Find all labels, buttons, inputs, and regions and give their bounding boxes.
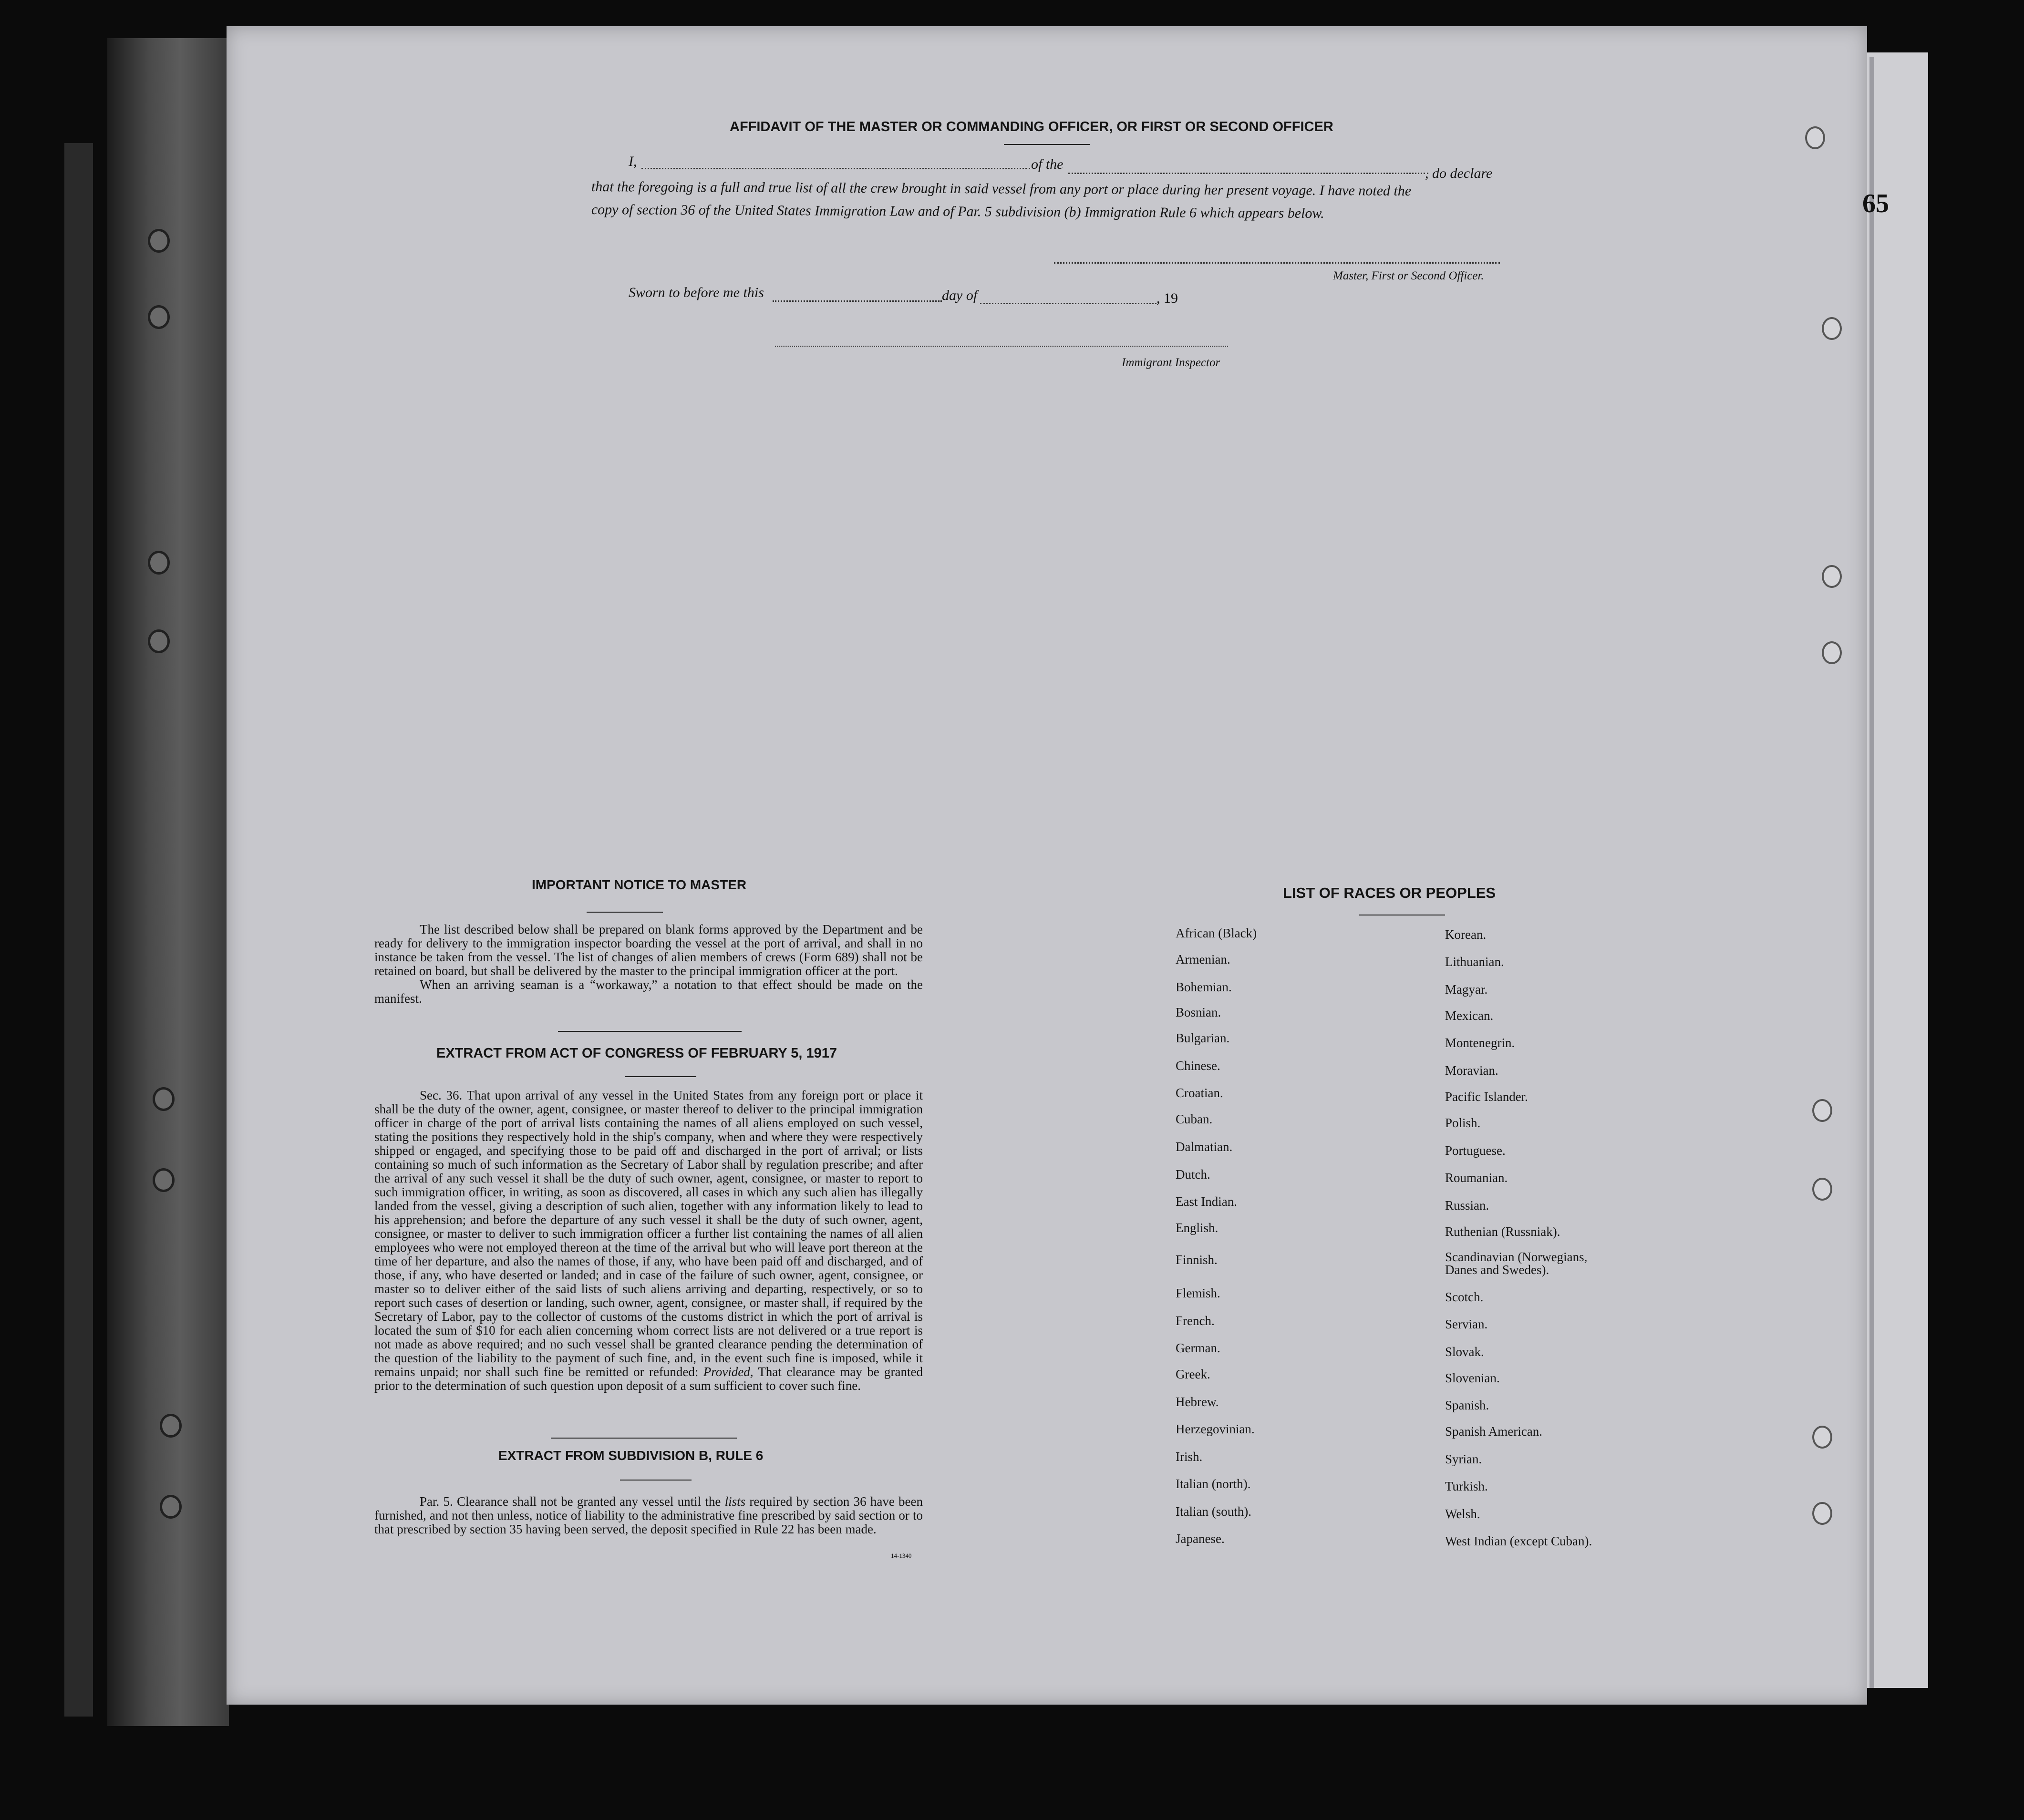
affidavit-heading: AFFIDAVIT OF THE MASTER OR COMMANDING OFFICER, OR FIRST OR SECOND OFFICER bbox=[730, 119, 1333, 134]
race-item: Japanese. bbox=[1176, 1532, 1225, 1546]
punch-hole bbox=[1812, 1099, 1832, 1122]
binder-ring-hole bbox=[148, 629, 170, 653]
race-item: Welsh. bbox=[1445, 1507, 1480, 1521]
heading-rule bbox=[620, 1480, 692, 1481]
heading-rule bbox=[587, 912, 663, 913]
punch-hole bbox=[1812, 1502, 1832, 1525]
vessel-name-field[interactable] bbox=[1068, 173, 1428, 174]
affidavit-line-3: copy of section 36 of the United States Immigration Law and of Par. 5 subdivision (b) Immigration Rule 6 which appears below. bbox=[591, 202, 1324, 222]
race-item: Slovenian. bbox=[1445, 1371, 1500, 1385]
race-item: Syrian. bbox=[1445, 1452, 1482, 1466]
section-rule bbox=[558, 1031, 742, 1032]
race-item: Croatian. bbox=[1176, 1086, 1223, 1100]
race-item: Herzegovinian. bbox=[1176, 1422, 1255, 1436]
act-extract-body bbox=[374, 1089, 923, 1393]
sworn-prefix: Sworn to before me this bbox=[629, 285, 764, 300]
race-item: Bohemian. bbox=[1176, 980, 1232, 994]
sworn-day-field[interactable] bbox=[773, 300, 942, 302]
race-item: Mexican. bbox=[1445, 1008, 1494, 1023]
race-item: Magyar. bbox=[1445, 982, 1488, 997]
binder-ring-hole bbox=[148, 551, 170, 575]
race-item: Italian (north). bbox=[1176, 1477, 1251, 1491]
race-item: Moravian. bbox=[1445, 1063, 1498, 1078]
binder-edge bbox=[64, 143, 93, 1717]
binder-ring-hole bbox=[153, 1168, 175, 1192]
par-5-text-end: required by section 36 have been furnished, and not then unless, notice of liability to the administrative fine prescribed by said section or to that prescribed by section 35 having been served, the deposit specified in Rule 22 has been made. bbox=[374, 1494, 923, 1536]
sworn-year: , 19 bbox=[1157, 290, 1178, 306]
race-item: Hebrew. bbox=[1176, 1395, 1219, 1409]
rule-extract-heading: EXTRACT FROM SUBDIVISION B, RULE 6 bbox=[498, 1448, 764, 1463]
punch-hole bbox=[1812, 1426, 1832, 1449]
binder-spine bbox=[107, 38, 229, 1726]
race-item: Turkish. bbox=[1445, 1479, 1488, 1493]
sec-36-text-end: That clearance may be granted prior to the determination of such question upon deposit of a sum sufficient to cover such fine. bbox=[374, 1365, 923, 1393]
punch-hole bbox=[1805, 126, 1825, 149]
race-item: Lithuanian. bbox=[1445, 955, 1504, 969]
race-item: Greek. bbox=[1176, 1367, 1210, 1381]
race-item: Roumanian. bbox=[1445, 1171, 1508, 1185]
binder-ring-hole bbox=[148, 305, 170, 329]
race-item: French. bbox=[1176, 1314, 1215, 1328]
binder-ring-hole bbox=[153, 1087, 175, 1111]
punch-hole bbox=[1812, 1178, 1832, 1201]
race-item: Korean. bbox=[1445, 927, 1487, 942]
punch-hole bbox=[1822, 317, 1842, 340]
race-item: Finnish. bbox=[1176, 1253, 1218, 1267]
par-5-text: Par. 5. Clearance shall not be granted any vessel until the bbox=[420, 1494, 721, 1509]
proviso-word: Provided, bbox=[703, 1365, 754, 1379]
race-item: West Indian (except Cuban). bbox=[1445, 1534, 1592, 1548]
sec-36-label: Sec. 36. bbox=[420, 1088, 463, 1102]
edge-page-number: 65 bbox=[1862, 189, 1889, 218]
binder-ring-hole bbox=[160, 1495, 182, 1519]
race-item: Spanish American. bbox=[1445, 1424, 1542, 1439]
race-item: Chinese. bbox=[1176, 1059, 1220, 1073]
lists-word: lists bbox=[724, 1494, 746, 1509]
page-right-edge bbox=[1869, 57, 1874, 1688]
sworn-month-field[interactable] bbox=[980, 303, 1157, 304]
binder-ring-hole bbox=[148, 229, 170, 253]
race-item: Russian. bbox=[1445, 1198, 1489, 1213]
race-item: Dalmatian. bbox=[1176, 1140, 1233, 1154]
section-rule bbox=[551, 1438, 737, 1439]
notice-paragraph-2: When an arriving seaman is a “workaway,” a notation to that effect should be made on the manifest. bbox=[374, 977, 923, 1006]
race-item: Ruthenian (Russniak). bbox=[1445, 1224, 1560, 1239]
form-number: 14-1340 bbox=[891, 1552, 912, 1559]
race-item: Cuban. bbox=[1176, 1112, 1213, 1126]
race-item: Dutch. bbox=[1176, 1167, 1210, 1182]
race-item: Irish. bbox=[1176, 1450, 1203, 1464]
affidavit-line-2: that the foregoing is a full and true list of all the crew brought in said vessel from any port or place during her present voyage. I have noted the bbox=[591, 179, 1412, 199]
race-item: Polish. bbox=[1445, 1116, 1481, 1130]
sec-36-text: That upon arrival of any vessel in the United States from any foreign port or place it shall be the duty of the owner, agent, consignee, or master thereof to deliver to the principal immigration officer in charge of the port of arrival lists containing the names of all aliens employed on such vessel, stating the positions they respectively hold in the ship's company, when and where they were respectively shipped or engaged, and specifying those to be paid off and discharged in the port of arrival; or lists containing so much of such information as the Secretary of Labor shall by regulation prescribe; and after the arrival of any such vessel it shall be the duty of such owner, agent, consignee, or master to report to such immigration officer, in writing, as soon as discovered, all cases in which any such alien has illegally landed from the vessel, giving a description of such alien, together with any information likely to lead to his apprehension; and before the departure of any such vessel it shall be the duty of such owner, agent, consignee, or master to deliver to such immigration officer a further list containing the names of all alien employees who were not employed thereon at the time of the arrival but who will leave port thereon at the time of her departure, and also the names of those, if any, who have been paid off and discharged, and of those, if any, who have deserted or landed; and in case of the failure of such owner, agent, consignee, or master so to deliver either of the said lists of such aliens arriving and departing, respectively, or so to report such cases of desertion or landing, such owner, agent, consignee, or master shall, if required by the Secretary of Labor, pay to the collector of customs of the customs district in which the port of arrival is located the sum of $10 for each alien concerning whom correct lists are not delivered or a true report is not made as above required; and no such vessel shall be granted clearance pending the determination of the question of the liability to the payment of such fine, and, in the event such fine is imposed, while it remains unpaid; nor shall such fine be remitted or refunded: bbox=[374, 1088, 923, 1379]
punch-hole bbox=[1822, 565, 1842, 588]
officer-signature-label: Master, First or Second Officer. bbox=[1333, 269, 1484, 282]
affidavit-of-the-label: of the bbox=[1031, 156, 1064, 172]
affidavit-do-declare: , do declare bbox=[1425, 165, 1493, 181]
race-item: German. bbox=[1176, 1341, 1220, 1355]
race-item: Servian. bbox=[1445, 1317, 1488, 1331]
races-heading: LIST OF RACES OR PEOPLES bbox=[1283, 884, 1496, 901]
race-item: Scotch. bbox=[1445, 1290, 1484, 1304]
race-item: Bulgarian. bbox=[1176, 1031, 1230, 1045]
race-item: East Indian. bbox=[1176, 1194, 1237, 1209]
inspector-label: Immigrant Inspector bbox=[1122, 356, 1220, 369]
race-item: African (Black) bbox=[1176, 926, 1257, 940]
act-extract-heading: EXTRACT FROM ACT OF CONGRESS OF FEBRUARY 5, 1917 bbox=[436, 1046, 837, 1061]
race-item: Italian (south). bbox=[1176, 1504, 1251, 1519]
binder-ring-hole bbox=[160, 1414, 182, 1438]
notice-paragraph-1: The list described below shall be prepared on blank forms approved by the Department and be ready for delivery to the immigration inspector boarding the vessel at the port of arrival, and shall in no instance be taken from the vessel. The list of changes of alien members of crews (Form 689) shall not be retained on board, but shall be delivered by the master to the principal immigration officer at the port. bbox=[374, 922, 923, 978]
inspector-signature-field[interactable] bbox=[775, 346, 1228, 347]
heading-rule bbox=[625, 1076, 696, 1077]
form-page bbox=[227, 26, 1867, 1705]
race-item: Montenegrin. bbox=[1445, 1036, 1515, 1050]
declarant-name-field[interactable] bbox=[641, 168, 1030, 169]
notice-body bbox=[374, 923, 923, 1006]
race-item: Scandinavian (Norwegians, Danes and Swedes). bbox=[1445, 1250, 1588, 1277]
rule-extract-body bbox=[374, 1495, 923, 1536]
notice-heading: IMPORTANT NOTICE TO MASTER bbox=[532, 877, 747, 892]
heading-rule bbox=[1004, 144, 1090, 145]
officer-signature-field[interactable] bbox=[1054, 262, 1500, 264]
race-item: Bosnian. bbox=[1176, 1005, 1221, 1019]
sworn-day-of: day of bbox=[942, 288, 978, 303]
race-item: Spanish. bbox=[1445, 1398, 1489, 1412]
race-item: Pacific Islander. bbox=[1445, 1090, 1528, 1104]
race-item: Armenian. bbox=[1176, 952, 1230, 967]
affidavit-i-label: I, bbox=[629, 154, 637, 169]
race-item: Flemish. bbox=[1176, 1286, 1220, 1300]
race-item: Portuguese. bbox=[1445, 1143, 1506, 1158]
race-item: English. bbox=[1176, 1221, 1219, 1235]
race-item: Slovak. bbox=[1445, 1345, 1484, 1359]
punch-hole bbox=[1822, 641, 1842, 664]
